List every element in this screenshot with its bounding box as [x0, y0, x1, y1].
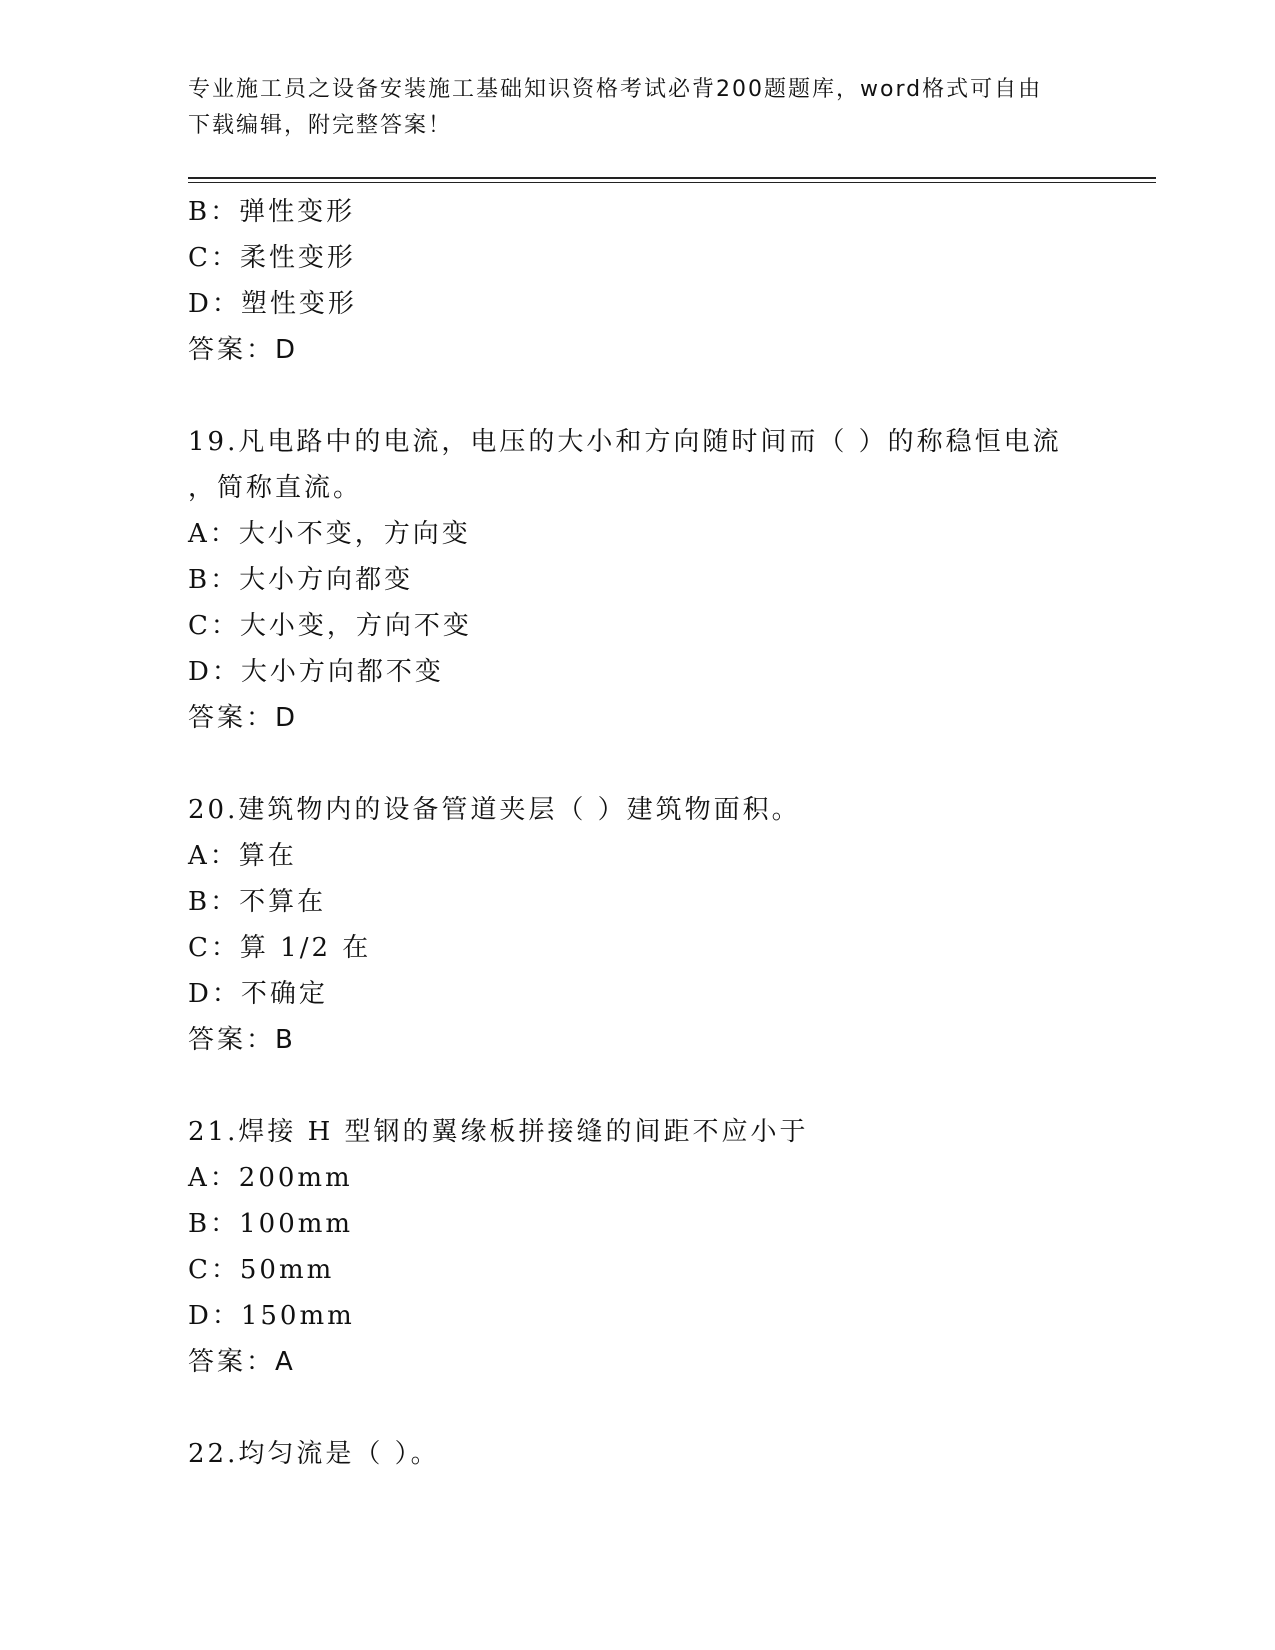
header-divider-thin — [188, 182, 1156, 183]
question-text-line-2: ，简称直流。 — [188, 473, 363, 503]
question-18 — [188, 189, 1088, 373]
header-divider-thick — [188, 177, 1156, 179]
option-c: C：柔性变形 — [188, 243, 356, 273]
option-b: B：大小方向都变 — [188, 565, 414, 595]
spacer — [188, 741, 1088, 787]
question-22 — [188, 1431, 1088, 1477]
answer-line: 答案：B — [188, 1025, 296, 1055]
option-d: D：150mm — [188, 1301, 355, 1331]
document-header — [188, 72, 1068, 144]
option-b: B：不算在 — [188, 887, 327, 917]
option-a: A：大小不变，方向变 — [188, 519, 471, 549]
option-b: B：弹性变形 — [188, 197, 356, 227]
option-a: A：算在 — [188, 841, 297, 871]
question-19 — [188, 419, 1088, 741]
spacer — [188, 1385, 1088, 1431]
spacer — [188, 1063, 1088, 1109]
question-list — [188, 189, 1088, 1477]
header-title-line-2: 下载编辑，附完整答案！ — [188, 113, 453, 138]
question-text: 20.建筑物内的设备管道夹层（ ）建筑物面积。 — [188, 795, 801, 825]
question-text-line-1: 19.凡电路中的电流，电压的大小和方向随时间而（ ）的称稳恒电流 — [188, 427, 1062, 457]
header-title-line-1: 专业施工员之设备安装施工基础知识资格考试必背200题题库，word格式可自由 — [188, 77, 1043, 102]
answer-line: 答案：D — [188, 335, 299, 365]
option-a: A：200mm — [188, 1163, 353, 1193]
option-c: C：50mm — [188, 1255, 335, 1285]
option-c: C：算 1/2 在 — [188, 933, 372, 963]
answer-line: 答案：A — [188, 1347, 296, 1377]
question-text: 21.焊接 H 型钢的翼缘板拼接缝的间距不应小于 — [188, 1117, 809, 1147]
answer-line: 答案：D — [188, 703, 299, 733]
option-d: D：不确定 — [188, 979, 328, 1009]
option-b: B：100mm — [188, 1209, 354, 1239]
spacer — [188, 373, 1088, 419]
question-text: 22.均匀流是（ ）。 — [188, 1439, 440, 1469]
option-d: D：大小方向都不变 — [188, 657, 444, 687]
option-c: C：大小变，方向不变 — [188, 611, 472, 641]
question-20 — [188, 787, 1088, 1063]
question-21 — [188, 1109, 1088, 1385]
option-d: D：塑性变形 — [188, 289, 357, 319]
